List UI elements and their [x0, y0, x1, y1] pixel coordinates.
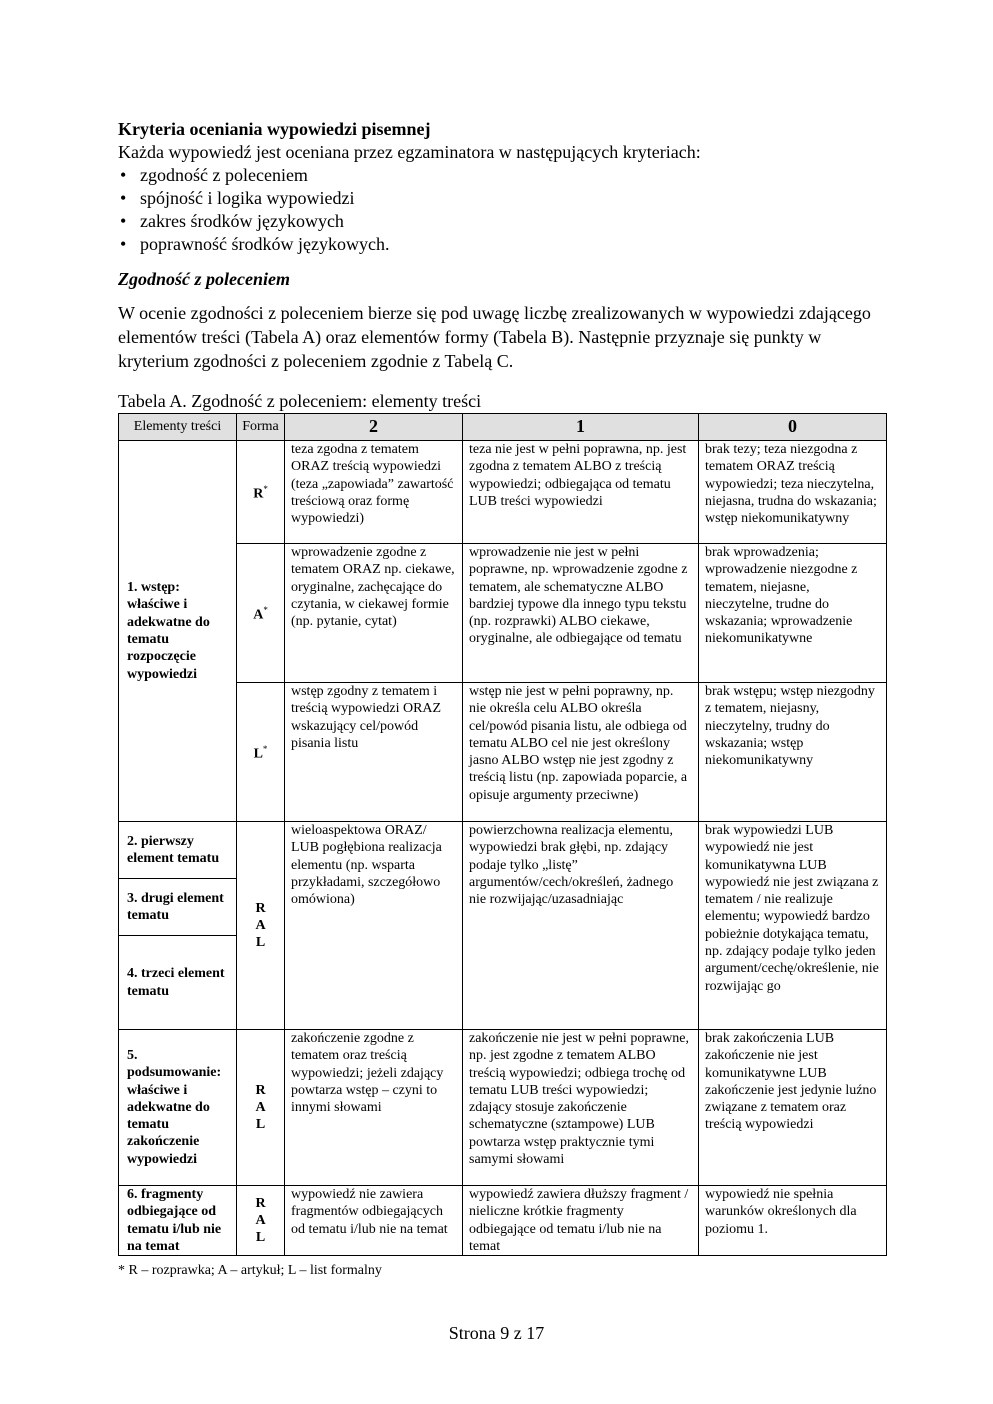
- score-1-cell: zakończenie nie jest w pełni poprawne, np. jest zgodne z tematem ALBO treścią wypowiedzi; odbiega trochę od tematu LUB treści wypowiedzi; zdający stosuje zakończenie schematyczne (sztampowe) LUB powtarza wstęp praktycznie tymi samymi słowami: [463, 1030, 699, 1186]
- score-2-cell: wypowiedź nie zawiera fragmentów odbiegających od tematu i/lub nie na temat: [285, 1186, 463, 1256]
- header-element: Elementy treści: [119, 414, 237, 441]
- header-score-2: 2: [285, 414, 463, 441]
- score-0-cell: wypowiedź nie spełnia warunków określonych dla poziomu 1.: [699, 1186, 887, 1256]
- table-caption: Tabela A. Zgodność z poleceniem: elementy treści: [118, 391, 482, 411]
- element-cell: 6. fragmenty odbiegające od tematu i/lub nie na temat: [119, 1186, 237, 1256]
- intro-text: Każda wypowiedź jest oceniana przez egzaminatora w następujących kryteriach:: [118, 142, 701, 162]
- table-footnote: * R – rozprawka; A – artykuł; L – list formalny: [118, 1263, 382, 1278]
- form-cell: R A L: [237, 1030, 285, 1186]
- bullet-icon: •: [120, 234, 127, 254]
- score-1-cell: wypowiedź zawiera dłuższy fragment / nieliczne krótkie fragmenty odbiegające od tematu i/lub nie na temat: [463, 1186, 699, 1256]
- form-cell: L*: [237, 683, 285, 822]
- form-cell: R A L: [237, 1186, 285, 1256]
- form-cell: R A L: [237, 822, 285, 1030]
- score-1-cell: teza nie jest w pełni poprawna, np. jest zgodna z tematem ALBO z treścią wypowiedzi; odbiegająca od tematu LUB treści wypowiedzi: [463, 441, 699, 544]
- list-item: • zgodność z poleceniem: [120, 165, 308, 185]
- form-cell: R*: [237, 441, 285, 544]
- score-1-cell: wprowadzenie nie jest w pełni poprawne, np. wprowadzenie zgodne z tematem, ale schematyczne ALBO bardziej typowe dla innego typu tekstu (np. rozprawki) ALBO ciekawe, oryginalne, ale odbiegające od tematu: [463, 544, 699, 683]
- score-1-cell: wstęp nie jest w pełni poprawny, np. nie określa celu ALBO określa cel/powód pisania listu, ale odbiega od tematu ALBO cel nie jest określony jasno ALBO wstęp nie jest zgodny z treścią listu (np. zapowiada poparcie, a opisuje argumenty przeciwne): [463, 683, 699, 822]
- list-item: • zakres środków językowych: [120, 211, 344, 231]
- element-cell: 2. pierwszy element tematu: [119, 822, 237, 879]
- score-0-cell: brak wstępu; wstęp niezgodny z tematem, niejasny, nieczytelny, trudny do wskazania; wstęp niekomunikatywny: [699, 683, 887, 822]
- score-2-cell: wprowadzenie zgodne z tematem ORAZ np. ciekawe, oryginalne, zachęcające do czytania, w ciekawej formie (np. pytanie, cytat): [285, 544, 463, 683]
- table-header-row: [119, 414, 887, 441]
- form-cell: A*: [237, 544, 285, 683]
- table-row: [119, 822, 887, 879]
- element-cell: 1. wstęp: właściwe i adekwatne do tematu rozpoczęcie wypowiedzi: [119, 441, 237, 822]
- criteria-list: [118, 164, 886, 256]
- score-1-cell: powierzchowna realizacja elementu, wypowiedzi brak głębi, np. zdający podaje tylko „listę” argumentów/cech/określeń, żadnego nie rozwijając/uzasadniając: [463, 822, 699, 1030]
- score-0-cell: brak tezy; teza niezgodna z tematem ORAZ treścią wypowiedzi; teza nieczytelna, niejasna, trudna do wskazania; wstęp niekomunikatywny: [699, 441, 887, 544]
- list-item: • poprawność środków językowych.: [120, 234, 390, 254]
- list-item: • spójność i logika wypowiedzi: [120, 188, 355, 208]
- score-0-cell: brak wypowiedzi LUB wypowiedź nie jest komunikatywna LUB wypowiedź nie jest związana z tematem / nie realizuje elementu; wypowiedź bardzo pobieżnie dotykająca tematu, np. zdający podaje tylko jeden argument/cechę/określenie, nie rozwijając go: [699, 822, 887, 1030]
- table-row: [119, 1186, 887, 1256]
- element-cell: 4. trzeci element tematu: [119, 936, 237, 1030]
- score-2-cell: wstęp zgodny z tematem i treścią wypowiedzi ORAZ wskazujący cel/powód pisania listu: [285, 683, 463, 822]
- header-form: Forma: [237, 414, 285, 441]
- bullet-icon: •: [120, 165, 127, 185]
- score-2-cell: zakończenie zgodne z tematem oraz treścią wypowiedzi; jeżeli zdający powtarza wstęp – czyni to innymi słowami: [285, 1030, 463, 1186]
- element-cell: 3. drugi element tematu: [119, 879, 237, 936]
- table-row: [119, 441, 887, 544]
- page-number: Strona 9 z 17: [448, 1323, 545, 1343]
- score-0-cell: brak zakończenia LUB zakończenie nie jest komunikatywne LUB zakończenie jest jedynie luźno związane z tematem oraz treścią wypowiedzi: [699, 1030, 887, 1186]
- bullet-icon: •: [120, 211, 127, 231]
- header-score-0: 0: [699, 414, 887, 441]
- element-cell: 5. podsumowanie: właściwe i adekwatne do tematu zakończenie wypowiedzi: [119, 1030, 237, 1186]
- table-row: [119, 1030, 887, 1186]
- score-2-cell: teza zgodna z tematem ORAZ treścią wypowiedzi (teza „zapowiada” zawartość treściową oraz formę wypowiedzi): [285, 441, 463, 544]
- score-2-cell: wieloaspektowa ORAZ/ LUB pogłębiona realizacja elementu (np. wsparta przykładami, szczegółowo omówiona): [285, 822, 463, 1030]
- header-score-1: 1: [463, 414, 699, 441]
- section-text: W ocenie zgodności z poleceniem bierze się pod uwagę liczbę zrealizowanych w wypowiedzi zdającego elementów treści (Tabela A) oraz elementów formy (Tabela B). Następnie przyznaje się punkty w kryterium zgodności z poleceniem zgodnie z Tabelą C.: [118, 303, 871, 371]
- page-content: [118, 118, 886, 1256]
- page-title: Kryteria oceniania wypowiedzi pisemnej: [118, 119, 431, 139]
- section-title: Zgodność z poleceniem: [118, 269, 290, 289]
- bullet-icon: •: [120, 188, 127, 208]
- criteria-table: [118, 413, 887, 1256]
- score-0-cell: brak wprowadzenia; wprowadzenie niezgodne z tematem, niejasne, nieczytelne, trudne do wskazania; wprowadzenie niekomunikatywne: [699, 544, 887, 683]
